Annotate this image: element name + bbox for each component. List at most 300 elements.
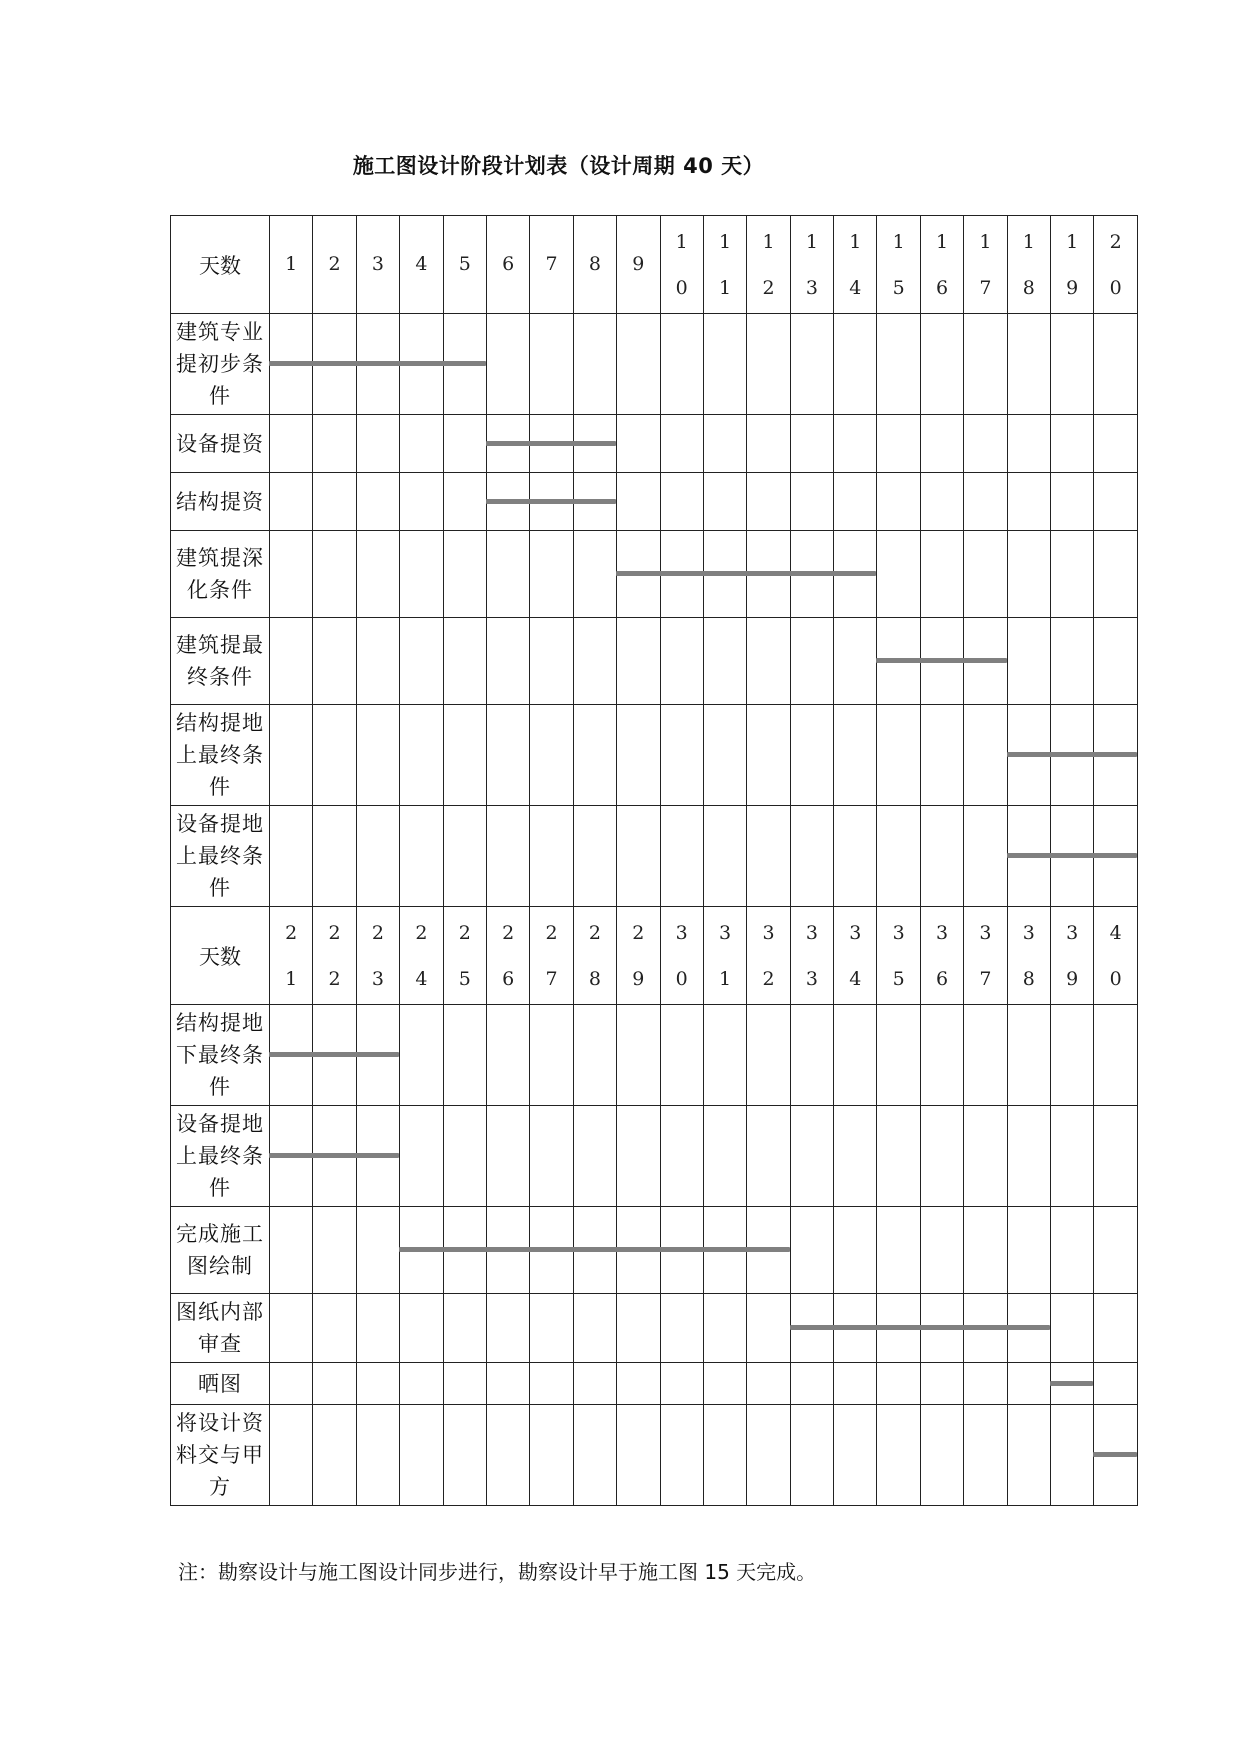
day-cell: [790, 1207, 833, 1294]
day-cell: [486, 1106, 529, 1207]
day-cell: [747, 314, 790, 415]
day-cell: [530, 806, 573, 907]
task-bar: [269, 361, 486, 366]
day-number: 2 5: [458, 921, 471, 990]
day-cell: [400, 531, 443, 618]
day-cell: [877, 1005, 920, 1106]
day-number: 1: [285, 253, 298, 275]
day-cell: [270, 1106, 313, 1207]
day-cell: [530, 1294, 573, 1363]
task-bar: [1050, 1381, 1093, 1386]
day-cell: [530, 705, 573, 806]
task-name: 完成施工图绘制: [171, 1207, 270, 1294]
day-cell: [530, 618, 573, 705]
day-number: 1 5: [892, 230, 905, 299]
day-cell: [703, 1363, 746, 1405]
day-cell: [1007, 705, 1050, 806]
day-cell: [747, 806, 790, 907]
day-cell: [877, 531, 920, 618]
task-name: 设备提资: [171, 415, 270, 473]
day-cell: [617, 1106, 660, 1207]
day-cell: [964, 1363, 1007, 1405]
day-cell: [1051, 415, 1094, 473]
task-bar: [486, 441, 616, 446]
day-cell: [443, 1005, 486, 1106]
day-cell: [660, 1106, 703, 1207]
day-cell: [1051, 1405, 1094, 1506]
day-cell: [964, 314, 1007, 415]
task-name: 结构提地上最终条件: [171, 705, 270, 806]
day-cell: [486, 618, 529, 705]
day-cell: [920, 1405, 963, 1506]
day-cell: [1094, 618, 1137, 705]
day-cell: [270, 1405, 313, 1506]
day-cell: [356, 1294, 399, 1363]
day-cell: [964, 531, 1007, 618]
day-number: 3 4: [849, 921, 862, 990]
day-cell: [400, 1106, 443, 1207]
day-cell: [400, 806, 443, 907]
day-cell: [270, 473, 313, 531]
day-cell: [660, 618, 703, 705]
day-cell: [486, 1405, 529, 1506]
day-cell: [920, 531, 963, 618]
day-number-cell: [617, 216, 660, 314]
task-bar: [616, 571, 876, 576]
day-number-cell: [747, 907, 790, 1005]
task-name: 图纸内部审查: [171, 1294, 270, 1363]
day-number: 2 7: [545, 921, 558, 990]
day-cell: [313, 1294, 356, 1363]
day-number-cell: [920, 907, 963, 1005]
document-title: 施工图设计阶段计划表（设计周期 40 天）: [352, 154, 765, 178]
day-cell: [530, 314, 573, 415]
day-cell: [443, 806, 486, 907]
task-row: [171, 1207, 1138, 1294]
day-cell: [400, 1005, 443, 1106]
day-cell: [877, 1207, 920, 1294]
day-cell: [617, 705, 660, 806]
day-cell: [1051, 1005, 1094, 1106]
day-cell: [356, 531, 399, 618]
day-cell: [790, 314, 833, 415]
task-row: [171, 1294, 1138, 1363]
day-cell: [1051, 473, 1094, 531]
day-cell: [1051, 1294, 1094, 1363]
day-cell: [270, 1005, 313, 1106]
day-cell: [400, 473, 443, 531]
task-bar: [269, 1052, 399, 1057]
day-cell: [1094, 415, 1137, 473]
day-cell: [573, 314, 616, 415]
day-cell: [270, 806, 313, 907]
day-cell: [1007, 314, 1050, 415]
day-cell: [530, 1106, 573, 1207]
day-cell: [790, 473, 833, 531]
day-cell: [356, 1207, 399, 1294]
day-number-cell: [834, 216, 877, 314]
day-cell: [877, 705, 920, 806]
day-number-cell: [877, 907, 920, 1005]
day-cell: [1007, 1405, 1050, 1506]
day-cell: [964, 1207, 1007, 1294]
day-cell: [573, 531, 616, 618]
day-cell: [617, 1405, 660, 1506]
day-cell: [617, 531, 660, 618]
day-cell: [573, 806, 616, 907]
day-cell: [703, 618, 746, 705]
day-cell: [313, 473, 356, 531]
day-cell: [790, 1363, 833, 1405]
day-cell: [964, 1005, 1007, 1106]
day-cell: [617, 806, 660, 907]
day-cell: [964, 1106, 1007, 1207]
day-cell: [834, 1106, 877, 1207]
day-cell: [356, 473, 399, 531]
day-cell: [660, 806, 703, 907]
day-cell: [747, 705, 790, 806]
day-cell: [703, 1294, 746, 1363]
day-cell: [703, 1005, 746, 1106]
day-cell: [573, 618, 616, 705]
task-bar: [790, 1325, 1050, 1330]
day-cell: [920, 806, 963, 907]
day-number-cell: [530, 216, 573, 314]
day-cell: [443, 1294, 486, 1363]
day-cell: [1051, 314, 1094, 415]
day-number: 2 4: [415, 921, 428, 990]
task-row: [171, 473, 1138, 531]
task-bar: [399, 1247, 790, 1252]
day-cell: [920, 1207, 963, 1294]
task-row: [171, 1005, 1138, 1106]
day-cell: [660, 415, 703, 473]
day-number: 3 7: [979, 921, 992, 990]
day-cell: [530, 1363, 573, 1405]
day-number-cell: [920, 216, 963, 314]
day-cell: [964, 705, 1007, 806]
day-cell: [1007, 1363, 1050, 1405]
day-cell: [486, 806, 529, 907]
task-name: 建筑提深化条件: [171, 531, 270, 618]
day-number-cell: [530, 907, 573, 1005]
day-cell: [660, 705, 703, 806]
day-number: 1 2: [762, 230, 775, 299]
day-cell: [703, 1106, 746, 1207]
day-cell: [747, 1106, 790, 1207]
day-cell: [617, 314, 660, 415]
day-cell: [486, 1363, 529, 1405]
day-cell: [400, 1363, 443, 1405]
task-bar: [876, 658, 1006, 663]
day-cell: [573, 1005, 616, 1106]
day-number-cell: [1007, 216, 1050, 314]
day-cell: [313, 1363, 356, 1405]
day-number-cell: [400, 907, 443, 1005]
day-number-cell: [964, 216, 1007, 314]
day-cell: [270, 531, 313, 618]
day-number: 3 1: [719, 921, 732, 990]
day-number-cell: [790, 907, 833, 1005]
day-cell: [617, 618, 660, 705]
day-cell: [834, 473, 877, 531]
day-number-cell: [443, 216, 486, 314]
day-cell: [747, 1005, 790, 1106]
day-cell: [270, 415, 313, 473]
day-cell: [877, 1405, 920, 1506]
day-cell: [877, 1106, 920, 1207]
day-cell: [573, 1363, 616, 1405]
day-cell: [747, 473, 790, 531]
day-cell: [356, 1405, 399, 1506]
day-number: 1 1: [719, 230, 732, 299]
day-number-cell: [660, 907, 703, 1005]
day-cell: [877, 1363, 920, 1405]
day-cell: [443, 531, 486, 618]
day-cell: [530, 1005, 573, 1106]
day-cell: [400, 618, 443, 705]
day-cell: [660, 1005, 703, 1106]
day-cell: [834, 618, 877, 705]
task-name: 结构提资: [171, 473, 270, 531]
day-cell: [313, 531, 356, 618]
task-row: [171, 314, 1138, 415]
day-cell: [834, 415, 877, 473]
day-cell: [400, 1294, 443, 1363]
day-number: 3 6: [936, 921, 949, 990]
day-cell: [1094, 1363, 1137, 1405]
day-number-cell: [573, 907, 616, 1005]
day-cell: [617, 1294, 660, 1363]
task-name: 晒图: [171, 1363, 270, 1405]
day-cell: [400, 705, 443, 806]
day-number: 1 8: [1022, 230, 1035, 299]
day-cell: [443, 473, 486, 531]
day-cell: [443, 618, 486, 705]
day-cell: [877, 806, 920, 907]
day-cell: [617, 1363, 660, 1405]
day-number-cell: [486, 907, 529, 1005]
day-cell: [877, 473, 920, 531]
day-number: 1 4: [849, 230, 862, 299]
day-number-cell: [1051, 216, 1094, 314]
day-cell: [313, 1405, 356, 1506]
day-number-cell: [703, 216, 746, 314]
day-cell: [1007, 473, 1050, 531]
day-number: 3 5: [892, 921, 905, 990]
day-cell: [703, 705, 746, 806]
day-cell: [1051, 618, 1094, 705]
day-number: 3 0: [675, 921, 688, 990]
day-cell: [790, 806, 833, 907]
task-bar: [1093, 1452, 1136, 1457]
task-name: 设备提地上最终条件: [171, 1106, 270, 1207]
day-cell: [834, 806, 877, 907]
day-cell: [1007, 415, 1050, 473]
day-cell: [920, 1106, 963, 1207]
day-cell: [313, 1207, 356, 1294]
day-number: 2 2: [328, 921, 341, 990]
task-row: [171, 415, 1138, 473]
day-cell: [486, 314, 529, 415]
day-cell: [747, 1363, 790, 1405]
day-cell: [1094, 1405, 1137, 1506]
day-cell: [443, 705, 486, 806]
day-cell: [1094, 1207, 1137, 1294]
task-name: 建筑专业提初步条件: [171, 314, 270, 415]
day-cell: [834, 705, 877, 806]
day-number: 1 6: [936, 230, 949, 299]
day-cell: [1007, 618, 1050, 705]
day-cell: [920, 1363, 963, 1405]
day-cell: [443, 1106, 486, 1207]
day-number-cell: [1094, 216, 1137, 314]
day-number: 5: [458, 253, 471, 275]
day-cell: [1094, 314, 1137, 415]
day-cell: [443, 415, 486, 473]
day-number-cell: [1051, 907, 1094, 1005]
day-cell: [530, 531, 573, 618]
day-number-cell: [964, 907, 1007, 1005]
day-cell: [1051, 531, 1094, 618]
day-cell: [356, 415, 399, 473]
day-number: 7: [545, 253, 558, 275]
day-cell: [617, 1005, 660, 1106]
day-cell: [790, 415, 833, 473]
day-number: 9: [632, 253, 645, 275]
day-header-label: 天数: [171, 216, 270, 314]
day-cell: [660, 1363, 703, 1405]
day-cell: [573, 705, 616, 806]
day-cell: [1007, 806, 1050, 907]
day-number-cell: [443, 907, 486, 1005]
day-cell: [834, 1405, 877, 1506]
day-cell: [486, 473, 529, 531]
day-cell: [920, 314, 963, 415]
day-cell: [964, 415, 1007, 473]
day-cell: [660, 473, 703, 531]
day-cell: [790, 618, 833, 705]
day-cell: [617, 473, 660, 531]
day-cell: [400, 415, 443, 473]
day-cell: [790, 1294, 833, 1363]
day-number: 4: [415, 253, 428, 275]
day-number: 2 6: [502, 921, 515, 990]
day-cell: [834, 314, 877, 415]
day-number-cell: [790, 216, 833, 314]
task-row: [171, 1106, 1138, 1207]
day-cell: [270, 705, 313, 806]
day-cell: [356, 705, 399, 806]
day-number: 4 0: [1109, 921, 1122, 990]
day-cell: [703, 314, 746, 415]
day-cell: [313, 415, 356, 473]
day-cell: [1094, 1106, 1137, 1207]
day-cell: [1007, 1207, 1050, 1294]
day-number-cell: [270, 216, 313, 314]
day-number-cell: [1007, 907, 1050, 1005]
day-header-row: [171, 907, 1138, 1005]
day-number: 2 9: [632, 921, 645, 990]
day-number-cell: [313, 907, 356, 1005]
day-cell: [660, 1294, 703, 1363]
day-cell: [1094, 1005, 1137, 1106]
day-cell: [747, 1294, 790, 1363]
day-cell: [486, 531, 529, 618]
task-bar: [1007, 752, 1137, 757]
day-number: 2 8: [588, 921, 601, 990]
day-cell: [703, 806, 746, 907]
day-cell: [443, 1405, 486, 1506]
day-cell: [790, 705, 833, 806]
day-cell: [703, 415, 746, 473]
day-cell: [1094, 473, 1137, 531]
day-cell: [573, 1106, 616, 1207]
day-cell: [920, 1005, 963, 1106]
day-cell: [920, 415, 963, 473]
day-cell: [486, 1294, 529, 1363]
day-cell: [964, 806, 1007, 907]
task-bar: [269, 1153, 399, 1158]
day-number: 3 3: [805, 921, 818, 990]
day-cell: [877, 314, 920, 415]
day-cell: [617, 415, 660, 473]
day-cell: [573, 1294, 616, 1363]
day-number: 6: [502, 253, 515, 275]
day-cell: [1094, 1294, 1137, 1363]
day-number: 1 3: [805, 230, 818, 299]
day-cell: [703, 473, 746, 531]
day-cell: [920, 473, 963, 531]
day-number-cell: [877, 216, 920, 314]
day-cell: [270, 1207, 313, 1294]
day-number-cell: [400, 216, 443, 314]
day-number-cell: [834, 907, 877, 1005]
day-cell: [790, 1106, 833, 1207]
task-row: [171, 705, 1138, 806]
day-number: 3 8: [1022, 921, 1035, 990]
day-cell: [486, 705, 529, 806]
day-number: 1 0: [675, 230, 688, 299]
day-cell: [660, 314, 703, 415]
day-cell: [834, 1363, 877, 1405]
day-cell: [270, 314, 313, 415]
day-cell: [356, 1363, 399, 1405]
day-number-cell: [356, 216, 399, 314]
day-number-cell: [660, 216, 703, 314]
day-cell: [573, 1405, 616, 1506]
day-cell: [964, 1405, 1007, 1506]
day-number: 3 9: [1066, 921, 1079, 990]
day-cell: [747, 1405, 790, 1506]
day-cell: [1051, 1207, 1094, 1294]
day-cell: [834, 1005, 877, 1106]
day-number-cell: [617, 907, 660, 1005]
day-number: 3: [371, 253, 385, 275]
day-cell: [400, 1405, 443, 1506]
task-row: [171, 806, 1138, 907]
day-number-cell: [573, 216, 616, 314]
task-name: 设备提地上最终条件: [171, 806, 270, 907]
day-cell: [703, 1405, 746, 1506]
day-cell: [1094, 531, 1137, 618]
day-cell: [270, 618, 313, 705]
day-cell: [270, 1294, 313, 1363]
day-cell: [356, 806, 399, 907]
day-cell: [356, 618, 399, 705]
day-number: 1 9: [1066, 230, 1079, 299]
task-row: [171, 618, 1138, 705]
